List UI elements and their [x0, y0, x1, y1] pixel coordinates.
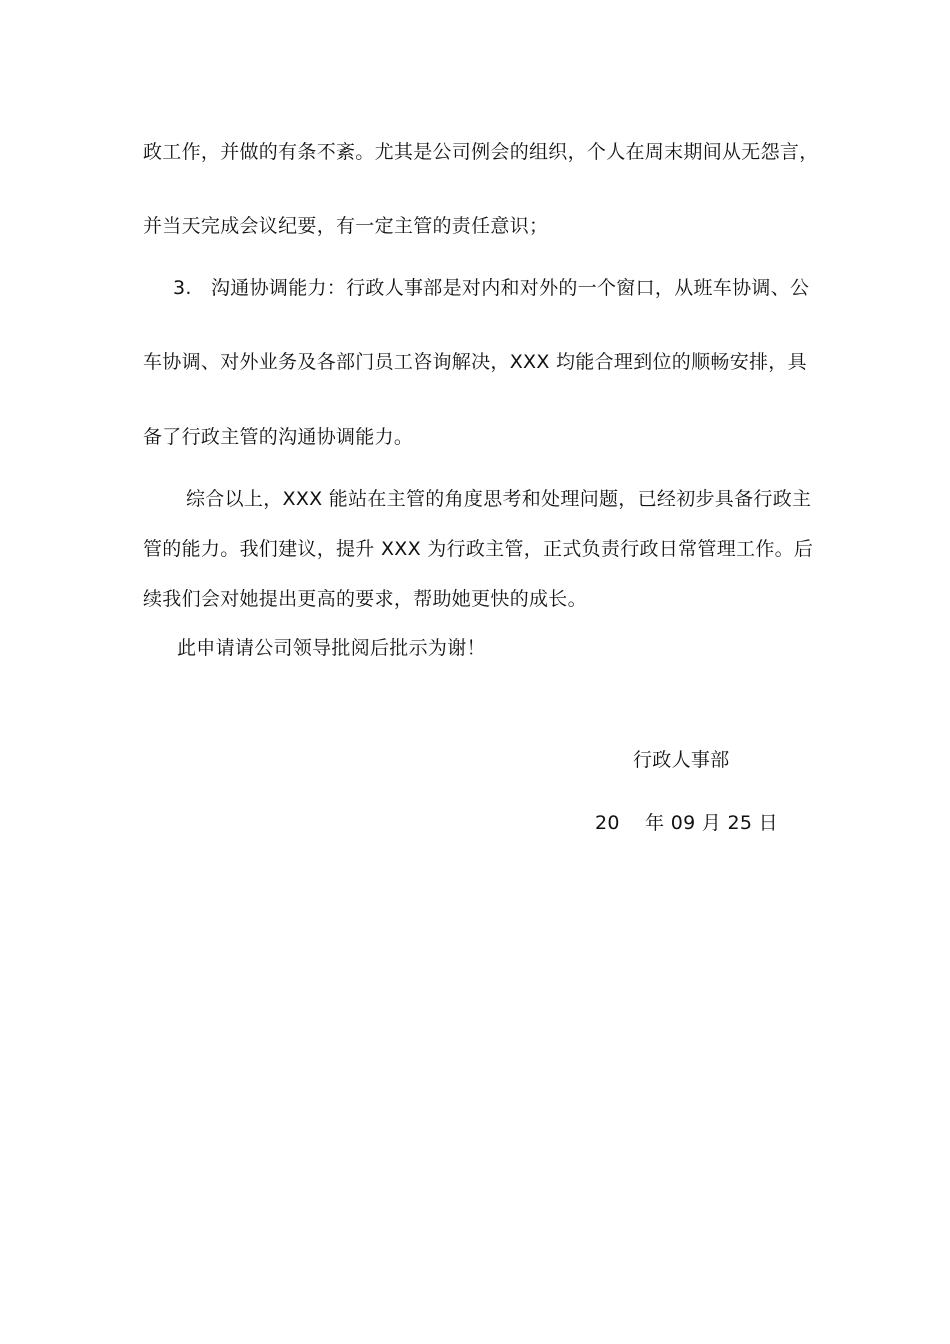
summary-line: 管的能力。我们建议，提升 XXX 为行政主管，正式负责行政日常管理工作。后	[143, 538, 814, 560]
paragraph-line: 车协调、对外业务及各部门员工咨询解决，XXX 均能合理到位的顺畅安排，具	[143, 351, 807, 373]
closing-line: 此申请请公司领导批阅后批示为谢！	[177, 637, 486, 659]
summary-line: 续我们会对她提出更高的要求，帮助她更快的成长。	[143, 588, 587, 610]
list-item-text: 沟通协调能力：行政人事部是对内和对外的一个窗口，从班车协调、公	[211, 277, 810, 299]
signature-department: 行政人事部	[633, 749, 730, 771]
paragraph-line: 备了行政主管的沟通协调能力。	[143, 426, 414, 448]
list-item-number: 3.	[173, 277, 192, 299]
paragraph-line: 政工作，并做的有条不紊。尤其是公司例会的组织，个人在周末期间从无怨言，	[143, 141, 819, 163]
list-item-3	[173, 276, 809, 300]
paragraph-line: 并当天完成会议纪要，有一定主管的责任意识；	[143, 215, 549, 237]
signature-date: 20 年 09 月 25 日	[595, 812, 778, 834]
summary-line: 综合以上，XXX 能站在主管的角度思考和处理问题，已经初步具备行政主	[186, 488, 812, 510]
